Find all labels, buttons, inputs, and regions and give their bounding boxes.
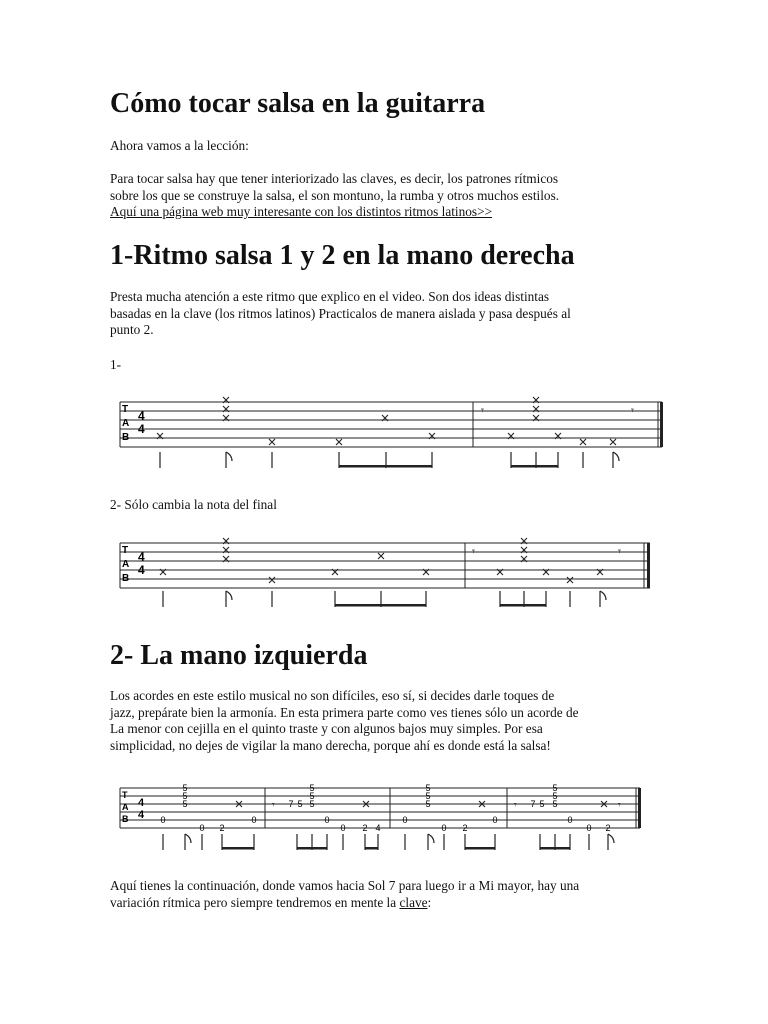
tab-label-a: A xyxy=(122,559,130,570)
svg-text:2: 2 xyxy=(219,823,225,833)
eighth-rest-2: 𝄾 xyxy=(618,546,621,558)
section2-paragraph xyxy=(110,688,631,754)
svg-text:5: 5 xyxy=(552,791,558,801)
svg-text:0: 0 xyxy=(324,815,330,825)
rhythm-tab-1 xyxy=(110,390,670,480)
section1-heading: 1-Ritmo salsa 1 y 2 en la mano derecha xyxy=(110,240,575,271)
eighth-rest-1: 𝄾 xyxy=(472,546,475,558)
rhythm-tab-2 xyxy=(110,531,670,621)
svg-text:2: 2 xyxy=(462,823,468,833)
svg-text:5: 5 xyxy=(552,799,558,809)
eighth-rest-1: 𝄾 xyxy=(481,405,484,417)
section1-line2: basadas en la clave (los ritmos latinos) Practicalos de manera aislada y pasa después al xyxy=(110,305,571,321)
time-sig-top: 4 xyxy=(138,409,145,423)
svg-text:7: 7 xyxy=(288,799,294,809)
svg-text:2: 2 xyxy=(362,823,368,833)
svg-text:0: 0 xyxy=(160,815,166,825)
tab-label-t: T xyxy=(122,404,129,415)
tab-label-a: A xyxy=(122,802,129,812)
chord-tab-3 xyxy=(110,776,670,866)
example2-label: 2- Sólo cambia la nota del final xyxy=(110,497,277,512)
continuation-line2: variación rítmica pero siempre tendremos en mente la xyxy=(110,894,400,910)
svg-text:5: 5 xyxy=(182,791,188,801)
eighth-rest-c: 𝄾 xyxy=(618,800,621,811)
time-sig-bottom: 4 xyxy=(138,809,145,821)
svg-text:0: 0 xyxy=(567,815,573,825)
time-sig-bottom: 4 xyxy=(138,422,145,436)
tab-label-b: B xyxy=(122,573,130,584)
tab-label-t: T xyxy=(122,545,129,556)
section2-line3: La menor con cejilla en el quinto traste y con algunos bajos muy simples. Por esa xyxy=(110,721,543,736)
time-sig-bottom: 4 xyxy=(138,563,145,577)
section1-line3: punto 2. xyxy=(110,322,154,337)
time-sig-top: 4 xyxy=(138,550,145,564)
clave-link[interactable]: clave xyxy=(399,894,428,910)
svg-text:0: 0 xyxy=(586,823,592,833)
svg-text:0: 0 xyxy=(340,823,346,833)
svg-text:0: 0 xyxy=(492,815,498,825)
svg-text:0: 0 xyxy=(402,815,408,825)
section2-line1: Los acordes en este estilo musical no son difíciles, eso sí, si decides darle toques de xyxy=(110,688,555,703)
svg-text:5: 5 xyxy=(309,791,315,801)
section2-line4: simplicidad, no dejes de vigilar la mano derecha, porque ahí es donde está la salsa! xyxy=(110,737,551,753)
latin-rhythms-link[interactable]: Aquí una página web muy interesante con los distintos ritmos latinos>> xyxy=(110,204,493,219)
eighth-rest-2: 𝄾 xyxy=(631,405,634,417)
svg-text:5: 5 xyxy=(182,799,188,809)
svg-text:0: 0 xyxy=(441,823,447,833)
time-sig-top: 4 xyxy=(138,797,145,809)
svg-text:7: 7 xyxy=(530,799,536,809)
continuation-paragraph xyxy=(110,878,670,911)
svg-text:5: 5 xyxy=(309,783,315,793)
tab-label-b: B xyxy=(122,814,129,824)
tab-label-a: A xyxy=(122,418,130,429)
continuation-end: : xyxy=(427,894,432,910)
svg-text:5: 5 xyxy=(552,783,558,793)
svg-text:0: 0 xyxy=(251,815,257,825)
svg-text:4: 4 xyxy=(375,823,381,833)
eighth-rest-a: 𝄾 xyxy=(272,800,275,811)
svg-text:5: 5 xyxy=(182,783,188,793)
svg-text:5: 5 xyxy=(297,799,303,809)
tab-label-t: T xyxy=(122,790,128,800)
page-title: Cómo tocar salsa en la guitarra xyxy=(110,88,486,119)
section2-heading: 2- La mano izquierda xyxy=(110,640,368,671)
section2-line2: jazz, prepárate bien la armonía. En esta primera parte como ves tienes sólo un acorde de xyxy=(110,704,579,720)
tab-label-b: B xyxy=(122,432,130,443)
svg-text:2: 2 xyxy=(605,823,611,833)
paragraph-claves-line2: sobre los que se construye la salsa, el son montuno, la rumba y otros muchos estilos. xyxy=(110,187,560,203)
svg-text:5: 5 xyxy=(425,783,431,793)
paragraph-claves xyxy=(110,171,630,221)
continuation-line1: Aquí tienes la continuación, donde vamos hacia Sol 7 para luego ir a Mi mayor, hay una xyxy=(110,878,580,893)
paragraph-claves-line1: Para tocar salsa hay que tener interiorizado las claves, es decir, los patrones rítmicos xyxy=(110,171,559,186)
eighth-rest-b: 𝄾 xyxy=(514,800,517,811)
intro-text: Ahora vamos a la lección: xyxy=(110,138,249,153)
fret-numbers xyxy=(160,783,610,833)
svg-text:5: 5 xyxy=(309,799,315,809)
svg-text:5: 5 xyxy=(425,791,431,801)
svg-text:5: 5 xyxy=(425,799,431,809)
svg-text:5: 5 xyxy=(539,799,545,809)
example1-label: 1- xyxy=(110,357,122,372)
section1-line1: Presta mucha atención a este ritmo que explico en el video. Son dos ideas distintas xyxy=(110,289,550,304)
section1-paragraph xyxy=(110,289,650,339)
svg-text:0: 0 xyxy=(199,823,205,833)
